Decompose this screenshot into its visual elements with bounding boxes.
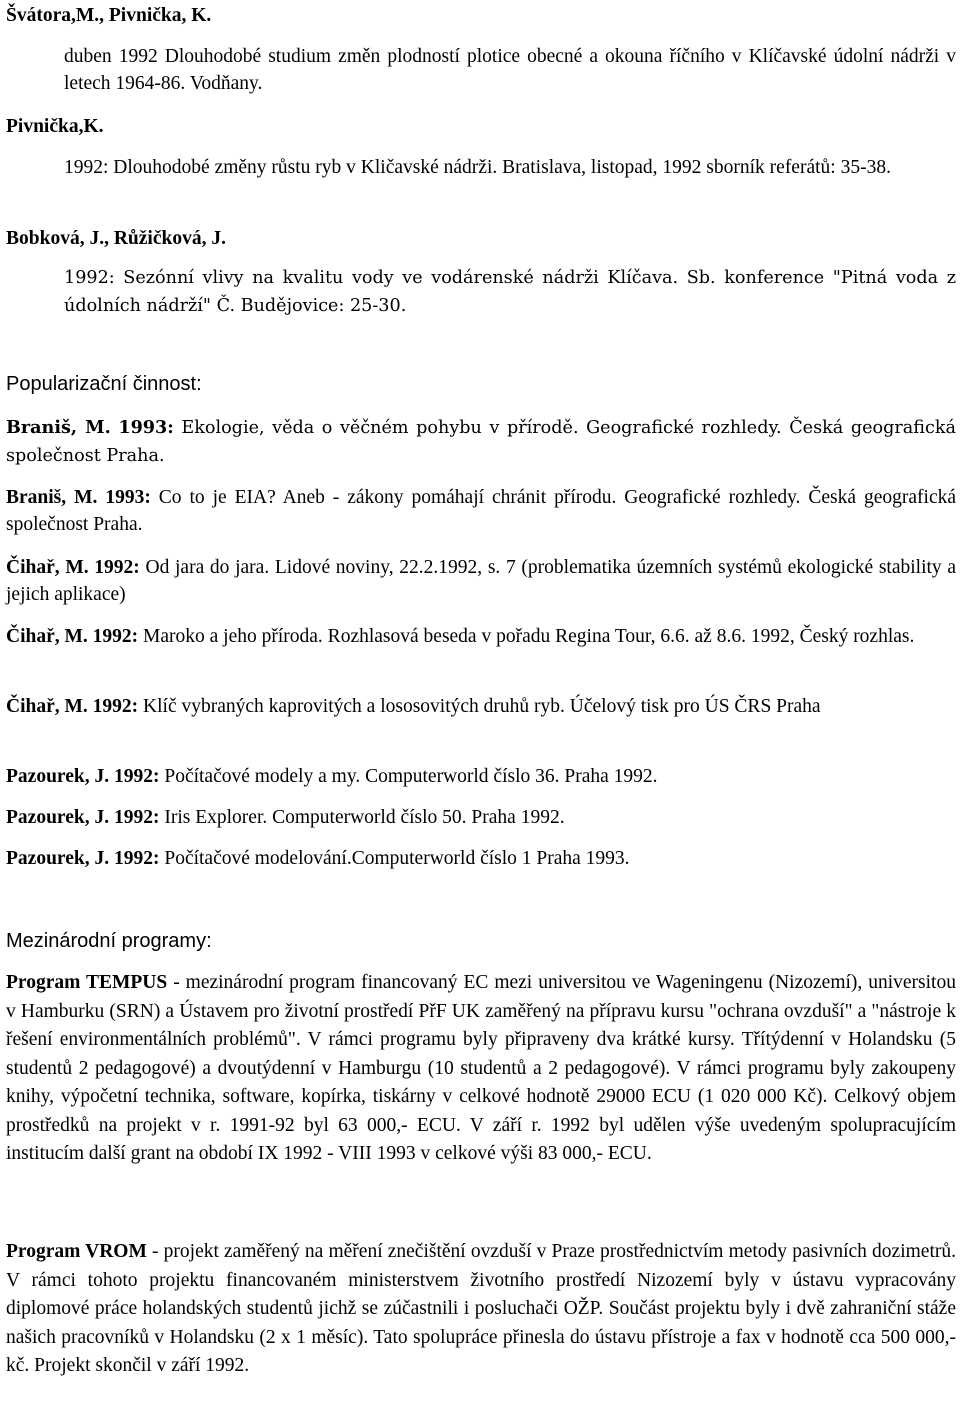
reference-text: duben 1992 Dlouhodobé studium změn plodností plotice obecné a okouna říčního v Klíčavské údolní nádrži v letech 1964-86. Vodňany.: [64, 46, 956, 94]
item-text: Co to je EIA? Aneb - zákony pomáhají chránit přírodu. Geografické rozhledy. Česká geografická společnost Praha.: [6, 487, 957, 535]
program-name: Program TEMPUS: [6, 972, 168, 993]
item-year: 1992:: [113, 807, 160, 828]
reference-authors: Švátora,M., Pivnička, K.: [6, 5, 212, 26]
item-author: Pazourek, J.: [6, 848, 110, 869]
reference-text: 1992: Dlouhodobé změny růstu ryb v Kličavské nádrži. Bratislava, listopad, 1992 sborník referátů: 35-38.: [64, 157, 891, 178]
item-author: Čihař, M.: [6, 557, 89, 578]
item-text: Počítačové modely a my. Computerworld číslo 36. Praha 1992.: [159, 766, 658, 787]
item-author: Braniš, M.: [6, 417, 111, 438]
reference-text: 1992: Sezónní vlivy na kvalitu vody ve vodárenské nádrži Klíčava. Sb. konference "Pitná voda z údolních nádrží" Č. Budějovice: 25-30.: [64, 268, 956, 316]
item-year: 1992:: [113, 848, 160, 869]
reference-authors: Bobková, J., Růžičková, J.: [6, 228, 226, 249]
item-text: Ekologie, věda o věčném pohybu v přírodě. Geografické rozhledy. Česká geografická společnost Praha.: [6, 418, 957, 466]
program-paragraph-tempus: [6, 969, 956, 1169]
list-item: [6, 623, 956, 650]
item-author: Pazourek, J.: [6, 807, 110, 828]
item-author: Pazourek, J.: [6, 766, 110, 787]
list-item: [6, 763, 956, 790]
list-item: [6, 554, 956, 608]
section-heading-popularization: Popularizační činnost:: [6, 373, 202, 395]
item-year: 1992:: [92, 696, 139, 717]
program-paragraph-vrom: [6, 1238, 956, 1381]
list-item: [6, 484, 956, 538]
item-year: 1992:: [94, 557, 140, 578]
item-text: Maroko a jeho příroda. Rozhlasová beseda v pořadu Regina Tour, 6.6. až 8.6. 1992, Český rozhlas.: [138, 626, 915, 647]
item-text: Počítačové modelování.Computerworld číslo 1 Praha 1993.: [159, 848, 630, 869]
section-heading-international: Mezinárodní programy:: [6, 930, 212, 952]
program-text: - projekt zaměřený na měření znečištění ovzduší v Praze prostřednictvím metody pasivních dozimetrů. V rámci tohoto projektu financovaném ministerstvem životního prostředí Nizozemí byly v ústavu vypracovány diplomové práce holandských studentů jichž se zúčastnili i posluchači OŽP. Součást projektu byly i dvě zahraniční stáže našich pracovníků v Holandsku (2 x 1 měsíc). Tato spolupráce přinesla do ústavu přístroje a fax v hodnotě cca 500 000,- kč. Projekt skončil v září 1992.: [6, 1241, 956, 1376]
list-item: [6, 804, 956, 831]
item-year: 1992:: [113, 766, 160, 787]
item-year: 1992:: [92, 626, 139, 647]
list-item: [6, 693, 956, 720]
item-text: Iris Explorer. Computerworld číslo 50. Praha 1992.: [159, 807, 565, 828]
item-author: Čihař, M.: [6, 626, 88, 647]
item-author: Čihař, M.: [6, 696, 88, 717]
list-item: [6, 845, 956, 872]
item-text: Klíč vybraných kaprovitých a lososovitých druhů ryb. Účelový tisk pro ÚS ČRS Praha: [138, 696, 821, 717]
item-year: 1993:: [105, 487, 151, 508]
program-name: Program VROM: [6, 1241, 147, 1262]
item-year: 1993:: [118, 417, 174, 438]
list-item: [6, 414, 956, 470]
reference-authors: Pivnička,K.: [6, 116, 104, 137]
item-text: Od jara do jara. Lidové noviny, 22.2.1992, s. 7 (problematika územních systémů ekologické stability a jejich aplikace): [6, 557, 957, 605]
item-author: Braniš, M.: [6, 487, 98, 508]
program-text: - mezinárodní program financovaný EC mezi universitou ve Wageningenu (Nizozemí), universitou v Hamburku (SRN) a Ústavem pro životní prostředí PřF UK zaměřený na přípravu kursu "ochrana ovzduší" a "nástroje k řešení environmentálních problémů". V rámci programu byly připraveny dva krátké kursy. Třítýdenní v Holandsku (5 studentů 2 pedagogové) a dvoutýdenní v Hamburgu (10 studentů a 2 pedagogové). V rámci programu byly zakoupeny knihy, výpočetní technika, software, kopírka, tiskárny v celkové hodnotě 29000 ECU (1 020 000 Kč). Celkový objem prostředků na projekt v r. 1991-92 byl 63 000,- ECU. V září r. 1992 byl udělen výše uvedeným spolupracujícím institucím další grant na období IX 1992 - VIII 1993 v celkové výši 83 000,- ECU.: [6, 972, 956, 1164]
